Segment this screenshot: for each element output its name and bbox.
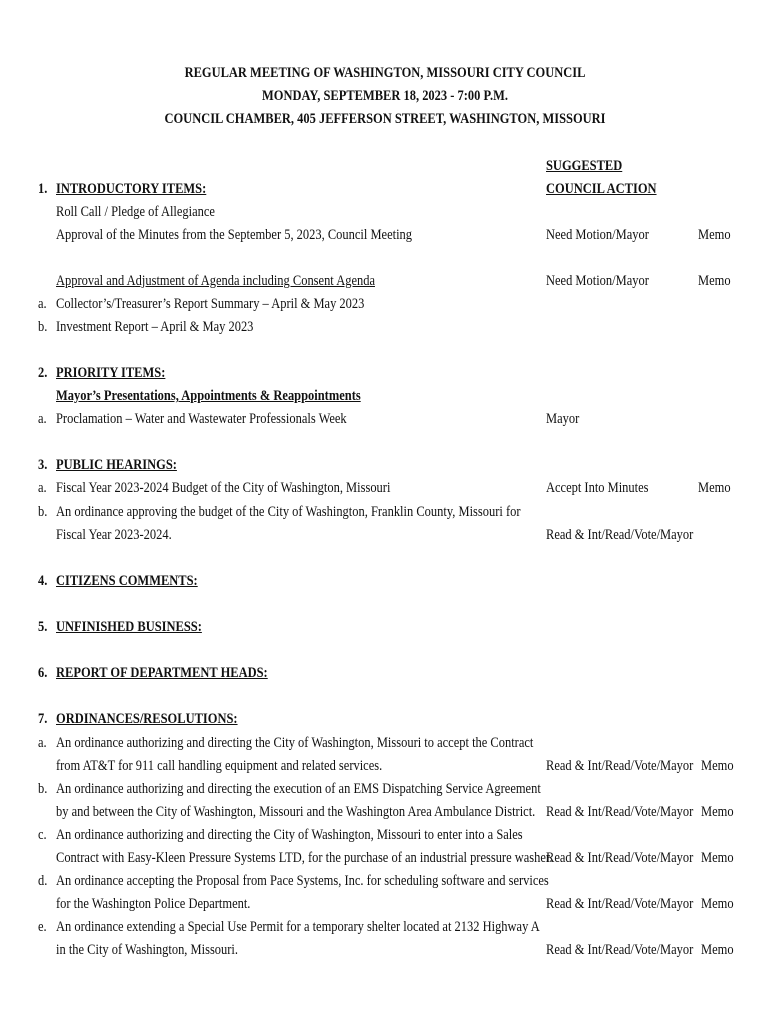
agenda-memo: Memo: [698, 273, 731, 289]
section-2-title: PRIORITY ITEMS:: [56, 365, 166, 381]
item-1a-mark: a.: [38, 296, 47, 312]
item-7c-mark: c.: [38, 827, 47, 843]
item-7b-text-line2: by and between the City of Washington, Missouri and the Washington Area Ambulance District.: [56, 804, 536, 820]
item-1b-text: Investment Report – April & May 2023: [56, 319, 254, 335]
item-7a-action: Read & Int/Read/Vote/Mayor: [546, 758, 694, 774]
section-2-number: 2.: [38, 365, 48, 381]
section-6-title: REPORT OF DEPARTMENT HEADS:: [56, 665, 268, 681]
item-7e-action: Read & Int/Read/Vote/Mayor: [546, 942, 694, 958]
item-7e-mark: e.: [38, 919, 47, 935]
section-5-number: 5.: [38, 619, 48, 635]
item-3a-mark: a.: [38, 480, 47, 496]
section-3-title: PUBLIC HEARINGS:: [56, 457, 177, 473]
item-7b-memo: Memo: [701, 804, 734, 820]
roll-call: Roll Call / Pledge of Allegiance: [56, 204, 215, 220]
item-7b-text-line1: An ordinance authorizing and directing the execution of an EMS Dispatching Service Agreement: [56, 781, 541, 797]
item-7d-text-line1: An ordinance accepting the Proposal from Pace Systems, Inc. for scheduling software and services: [56, 873, 549, 889]
item-7b-action: Read & Int/Read/Vote/Mayor: [546, 804, 694, 820]
item-3b-mark: b.: [38, 504, 48, 520]
header-line-1: REGULAR MEETING OF WASHINGTON, MISSOURI CITY COUNCIL: [184, 65, 586, 81]
item-7b-mark: b.: [38, 781, 48, 797]
item-2a-mark: a.: [38, 411, 47, 427]
item-3b-text-line1: An ordinance approving the budget of the City of Washington, Franklin County, Missouri for: [56, 504, 521, 520]
minutes-approval: Approval of the Minutes from the September 5, 2023, Council Meeting: [56, 227, 413, 243]
agenda-action: Need Motion/Mayor: [546, 273, 649, 289]
item-3b-action: Read & Int/Read/Vote/Mayor: [546, 527, 694, 543]
section-1-title: INTRODUCTORY ITEMS:: [56, 181, 207, 197]
item-7d-memo: Memo: [701, 896, 734, 912]
section-3-number: 3.: [38, 457, 48, 473]
action-header-council-action: COUNCIL ACTION: [546, 181, 657, 197]
item-7c-text-line1: An ordinance authorizing and directing the City of Washington, Missouri to enter into a Sales: [56, 827, 523, 843]
item-1a-text: Collector’s/Treasurer’s Report Summary – April & May 2023: [56, 296, 365, 312]
item-7d-action: Read & Int/Read/Vote/Mayor: [546, 896, 694, 912]
minutes-action: Need Motion/Mayor: [546, 227, 649, 243]
section-4-title: CITIZENS COMMENTS:: [56, 573, 198, 589]
header-line-3: COUNCIL CHAMBER, 405 JEFFERSON STREET, WASHINGTON, MISSOURI: [164, 111, 606, 127]
minutes-memo: Memo: [698, 227, 731, 243]
item-7a-memo: Memo: [701, 758, 734, 774]
item-7a-text-line2: from AT&T for 911 call handling equipment and related services.: [56, 758, 383, 774]
header-line-2: MONDAY, SEPTEMBER 18, 2023 - 7:00 P.M.: [262, 88, 508, 104]
section-6-number: 6.: [38, 665, 48, 681]
item-7a-text-line1: An ordinance authorizing and directing the City of Washington, Missouri to accept the Contract: [56, 735, 534, 751]
item-2a-text: Proclamation – Water and Wastewater Professionals Week: [56, 411, 347, 427]
item-7d-mark: d.: [38, 873, 48, 889]
item-7c-memo: Memo: [701, 850, 734, 866]
section-4-number: 4.: [38, 573, 48, 589]
item-3b-text-line2: Fiscal Year 2023-2024.: [56, 527, 172, 543]
section-2-subtitle: Mayor’s Presentations, Appointments & Reappointments: [56, 388, 361, 404]
item-7a-mark: a.: [38, 735, 47, 751]
section-5-title: UNFINISHED BUSINESS:: [56, 619, 202, 635]
agenda-approval: Approval and Adjustment of Agenda including Consent Agenda: [56, 273, 375, 289]
section-7-number: 7.: [38, 711, 48, 727]
item-7e-text-line1: An ordinance extending a Special Use Permit for a temporary shelter located at 2132 Highway A: [56, 919, 540, 935]
section-7-title: ORDINANCES/RESOLUTIONS:: [56, 711, 238, 727]
item-1b-mark: b.: [38, 319, 48, 335]
action-header-suggested: SUGGESTED: [546, 158, 623, 174]
item-7c-action: Read & Int/Read/Vote/Mayor: [546, 850, 694, 866]
item-7c-text-line2: Contract with Easy-Kleen Pressure Systems LTD, for the purchase of an industrial pressure washer.: [56, 850, 553, 866]
item-7d-text-line2: for the Washington Police Department.: [56, 896, 251, 912]
item-3a-memo: Memo: [698, 480, 731, 496]
item-7e-memo: Memo: [701, 942, 734, 958]
item-3a-text: Fiscal Year 2023-2024 Budget of the City of Washington, Missouri: [56, 480, 391, 496]
section-1-number: 1.: [38, 181, 48, 197]
item-2a-action: Mayor: [546, 411, 580, 427]
item-3a-action: Accept Into Minutes: [546, 480, 649, 496]
item-7e-text-line2: in the City of Washington, Missouri.: [56, 942, 239, 958]
